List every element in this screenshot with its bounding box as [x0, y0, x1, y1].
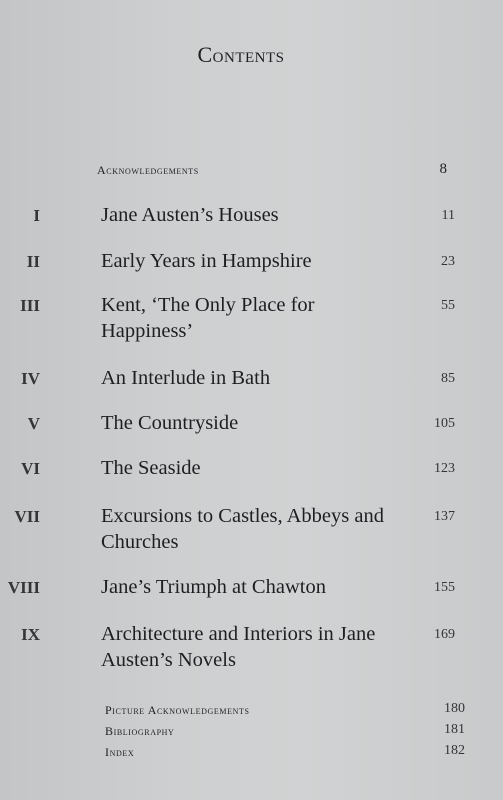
- chapter-page: 155: [434, 580, 455, 595]
- chapter-title: Early Years in Hampshire: [101, 250, 312, 272]
- chapter-page: 55: [441, 298, 455, 313]
- chapter-title: The Countryside: [101, 412, 239, 434]
- chapter-title: Jane Austen’s Houses: [101, 204, 279, 226]
- chapter-title: Jane’s Triumph at Chawton: [101, 576, 326, 598]
- chapter-numeral: III: [20, 296, 40, 315]
- back-matter-page: 180: [444, 701, 465, 716]
- back-matter-label: Picture Acknowledgements: [105, 703, 250, 717]
- back-matter-entry: [105, 745, 465, 763]
- chapter-page: 85: [441, 371, 455, 386]
- back-matter-entry: [105, 703, 465, 721]
- chapter-numeral: II: [26, 252, 40, 271]
- chapter-numeral: V: [27, 414, 40, 433]
- chapter-numeral: VII: [14, 507, 40, 526]
- back-matter-entry: [105, 724, 465, 742]
- chapter-title: Architecture and Interiors in Jane Austen’s Novels: [101, 623, 376, 671]
- chapter-title: Kent, ‘The Only Place for Happiness’: [101, 294, 315, 342]
- back-matter-label: Bibliography: [105, 724, 175, 738]
- front-matter-entry: [97, 163, 455, 181]
- chapter-title: The Seaside: [101, 457, 201, 479]
- chapter-page: 11: [441, 208, 455, 223]
- chapter-numeral: VI: [21, 459, 40, 478]
- chapter-page: 23: [441, 254, 455, 269]
- chapter-numeral: IX: [21, 625, 40, 644]
- chapter-page: 105: [434, 416, 455, 431]
- chapter-numeral: IV: [21, 369, 40, 388]
- back-matter-page: 182: [444, 743, 465, 758]
- front-matter-page: 8: [439, 161, 447, 177]
- chapter-numeral: VIII: [7, 578, 40, 597]
- chapter-numeral: I: [33, 206, 40, 225]
- chapter-title: An Interlude in Bath: [101, 367, 271, 389]
- page-title: Contents: [197, 42, 285, 67]
- chapter-page: 123: [434, 461, 455, 476]
- chapter-page: 169: [434, 627, 455, 642]
- back-matter-page: 181: [444, 722, 465, 737]
- chapter-title: Excursions to Castles, Abbeys and Churches: [101, 505, 384, 553]
- front-matter-label: Acknowledgements: [97, 163, 199, 177]
- back-matter-label: Index: [105, 745, 135, 759]
- chapter-page: 137: [434, 509, 455, 524]
